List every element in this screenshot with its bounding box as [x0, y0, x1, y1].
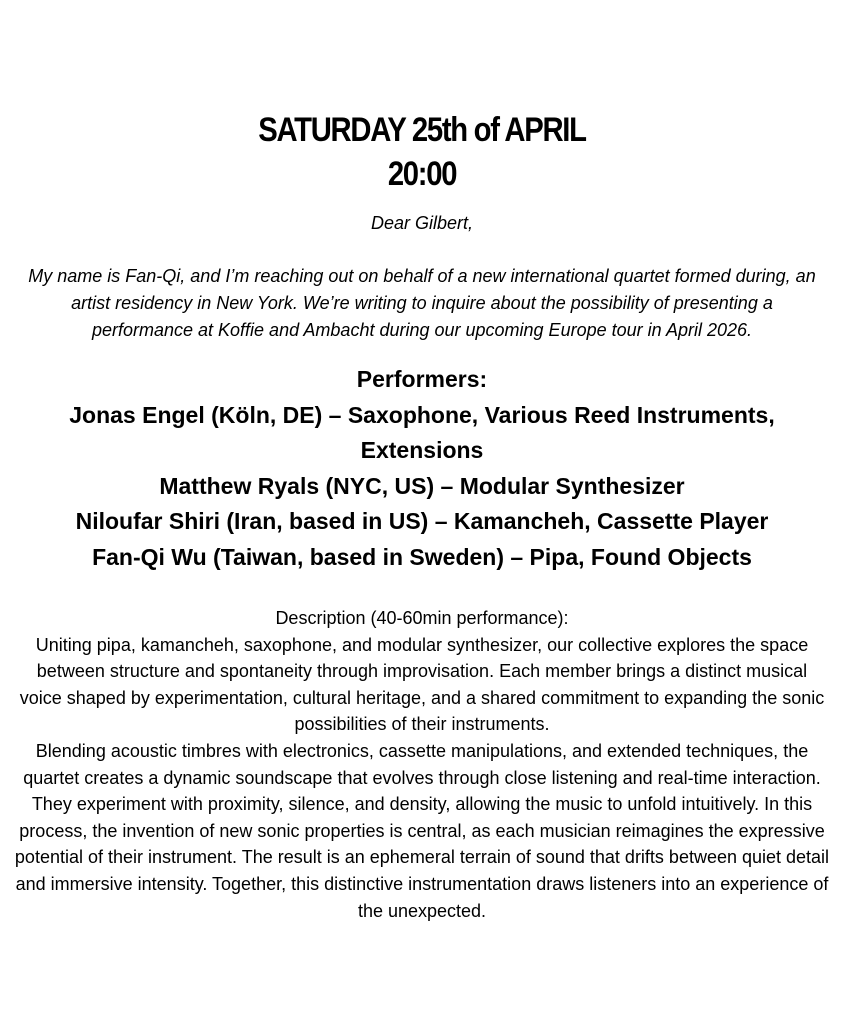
performer-jonas-engel: Jonas Engel (Köln, DE) – Saxophone, Various Reed Instruments, Extensions [69, 401, 775, 463]
event-time: 20:00 [387, 155, 457, 193]
description-paragraph-2: Blending acoustic timbres with electronics, cassette manipulations, and extended techniques, the quartet creates a dynamic soundscape that evolves through close listening and real-time interaction. They experiment with proximity, silence, and density, allowing the music to unfold intuitively. In this process, the invention of new sonic properties is central, as each musician reimagines the expressive potential of their instrument. The result is an ephemeral terrain of sound that drifts between quiet detail and immersive intensity. Together, this distinctive instrumentation draws listeners into an experience of the unexpected. [14, 740, 830, 921]
description-section [14, 605, 830, 924]
event-date: SATURDAY 25th of APRIL [258, 111, 586, 149]
description-heading: Description (40-60min performance): [275, 608, 569, 628]
performers-heading: Performers: [356, 366, 488, 392]
description-paragraph-1: Uniting pipa, kamancheh, saxophone, and modular synthesizer, our collective explores the space between structure and spontaneity through improvisation. Each member brings a distinct musical voice shaped by experimentation, cultural heritage, and a shared commitment to expanding the sonic possibilities of their instruments. [19, 634, 825, 735]
performer-fan-qi-wu: Fan-Qi Wu (Taiwan, based in Sweden) – Pipa, Found Objects [92, 543, 752, 570]
performers-section [14, 362, 830, 575]
performer-niloufar-shiri: Niloufar Shiri (Iran, based in US) – Kamancheh, Cassette Player [75, 508, 769, 534]
letter-intro: My name is Fan-Qi, and I’m reaching out on behalf of a new international quartet formed during, an artist residency in New York. We’re writing to inquire about the possibility of presenting a performance at Koffie and Ambacht during our upcoming Europe tour in April 2026. [28, 266, 816, 340]
event-header [71, 0, 773, 196]
performer-matthew-ryals: Matthew Ryals (NYC, US) – Modular Synthesizer [159, 472, 685, 499]
letter-greeting: Dear Gilbert, [370, 213, 474, 233]
